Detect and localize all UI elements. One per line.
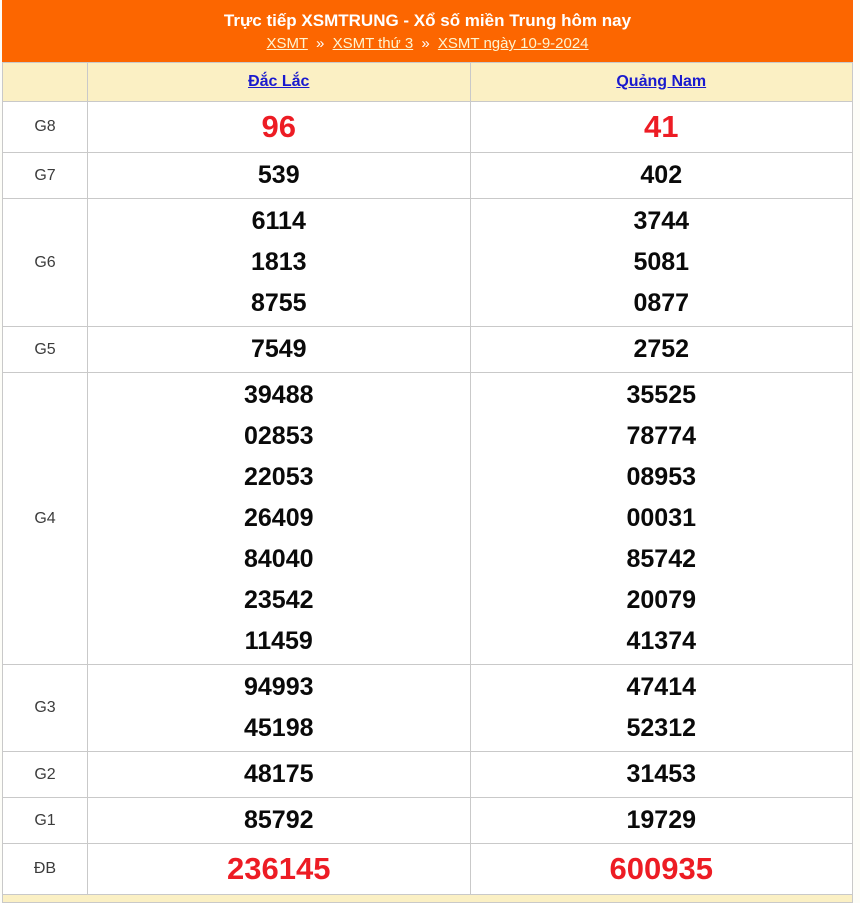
prize-label: G2	[3, 752, 88, 798]
result-number: 19729	[626, 806, 697, 834]
result-number: 8755	[250, 289, 307, 317]
result-number: 00031	[626, 504, 697, 532]
prize-label: G7	[3, 153, 88, 199]
table-footer-strip	[2, 895, 853, 903]
result-number: 236145	[227, 851, 331, 886]
result-number: 35525	[626, 381, 697, 409]
prize-label: G6	[3, 199, 88, 327]
result-cell	[88, 752, 471, 798]
result-cell	[88, 844, 471, 895]
prize-row-g1	[3, 798, 853, 844]
result-number: 1813	[250, 248, 307, 276]
page-title: Trực tiếp XSMTRUNG - Xổ số miền Trung hôm nay	[223, 11, 632, 30]
column-header-quang-nam	[470, 63, 853, 102]
result-cell	[88, 665, 471, 752]
result-number: 22053	[243, 463, 314, 491]
prize-row-g8	[3, 102, 853, 153]
result-cell	[470, 199, 853, 327]
result-number: 2752	[633, 335, 690, 363]
result-number: 0877	[633, 289, 690, 317]
result-number: 84040	[243, 545, 314, 573]
prize-label: G3	[3, 665, 88, 752]
result-cell	[88, 327, 471, 373]
result-number: 39488	[243, 381, 314, 409]
result-number: 96	[261, 109, 296, 144]
result-number: 600935	[609, 851, 713, 886]
prize-row-g6	[3, 199, 853, 327]
prize-label: G1	[3, 798, 88, 844]
result-cell	[470, 102, 853, 153]
result-cell	[470, 327, 853, 373]
result-number: 85792	[243, 806, 314, 834]
prize-row-g3	[3, 665, 853, 752]
prize-row-đb	[3, 844, 853, 895]
result-cell	[88, 798, 471, 844]
result-number: 5081	[633, 248, 690, 276]
province-link-dac-lac[interactable]: Đắc Lắc	[248, 73, 310, 90]
result-number: 47414	[626, 673, 697, 701]
result-number: 23542	[243, 586, 314, 614]
prize-row-g7	[3, 153, 853, 199]
prize-label: G8	[3, 102, 88, 153]
result-cell	[88, 102, 471, 153]
breadcrumb-link-xsmt[interactable]: XSMT	[266, 35, 308, 52]
result-number: 78774	[626, 422, 697, 450]
column-header-dac-lac	[88, 63, 471, 102]
prize-row-g5	[3, 327, 853, 373]
results-table-body	[3, 102, 853, 895]
result-number: 402	[640, 161, 683, 189]
breadcrumb-separator: »	[421, 35, 430, 52]
prize-label: G5	[3, 327, 88, 373]
result-number: 6114	[251, 207, 306, 235]
result-number: 26409	[243, 504, 314, 532]
breadcrumb-separator: »	[316, 35, 325, 52]
result-number: 539	[257, 161, 300, 189]
result-cell	[470, 844, 853, 895]
prize-row-g4	[3, 373, 853, 665]
result-number: 48175	[243, 760, 314, 788]
result-number: 7549	[250, 335, 307, 363]
result-cell	[470, 153, 853, 199]
result-number: 11459	[244, 627, 313, 655]
corner-empty-cell	[3, 63, 88, 102]
result-cell	[88, 153, 471, 199]
result-number: 94993	[243, 673, 314, 701]
result-number: 3744	[633, 207, 690, 235]
prize-label: G4	[3, 373, 88, 665]
result-number: 20079	[626, 586, 697, 614]
prize-label: ĐB	[3, 844, 88, 895]
result-number: 41374	[626, 627, 697, 655]
breadcrumb-link-xsmt-ngay[interactable]: XSMT ngày 10-9-2024	[437, 35, 589, 52]
result-cell	[88, 199, 471, 327]
result-number: 85742	[626, 545, 697, 573]
province-link-quang-nam[interactable]: Quảng Nam	[616, 73, 707, 90]
result-cell	[88, 373, 471, 665]
breadcrumb-link-xsmt-thu-3[interactable]: XSMT thứ 3	[332, 35, 414, 52]
result-number: 08953	[626, 463, 697, 491]
result-cell	[470, 665, 853, 752]
result-cell	[470, 798, 853, 844]
breadcrumb	[2, 33, 853, 55]
result-cell	[470, 752, 853, 798]
result-number: 31453	[626, 760, 697, 788]
page-header-banner	[2, 0, 853, 62]
result-number: 45198	[243, 714, 314, 742]
prize-row-g2	[3, 752, 853, 798]
result-number: 52312	[626, 714, 697, 742]
result-number: 41	[644, 109, 679, 144]
column-header-row	[3, 63, 853, 102]
result-number: 02853	[243, 422, 314, 450]
results-table	[2, 62, 853, 895]
result-cell	[470, 373, 853, 665]
